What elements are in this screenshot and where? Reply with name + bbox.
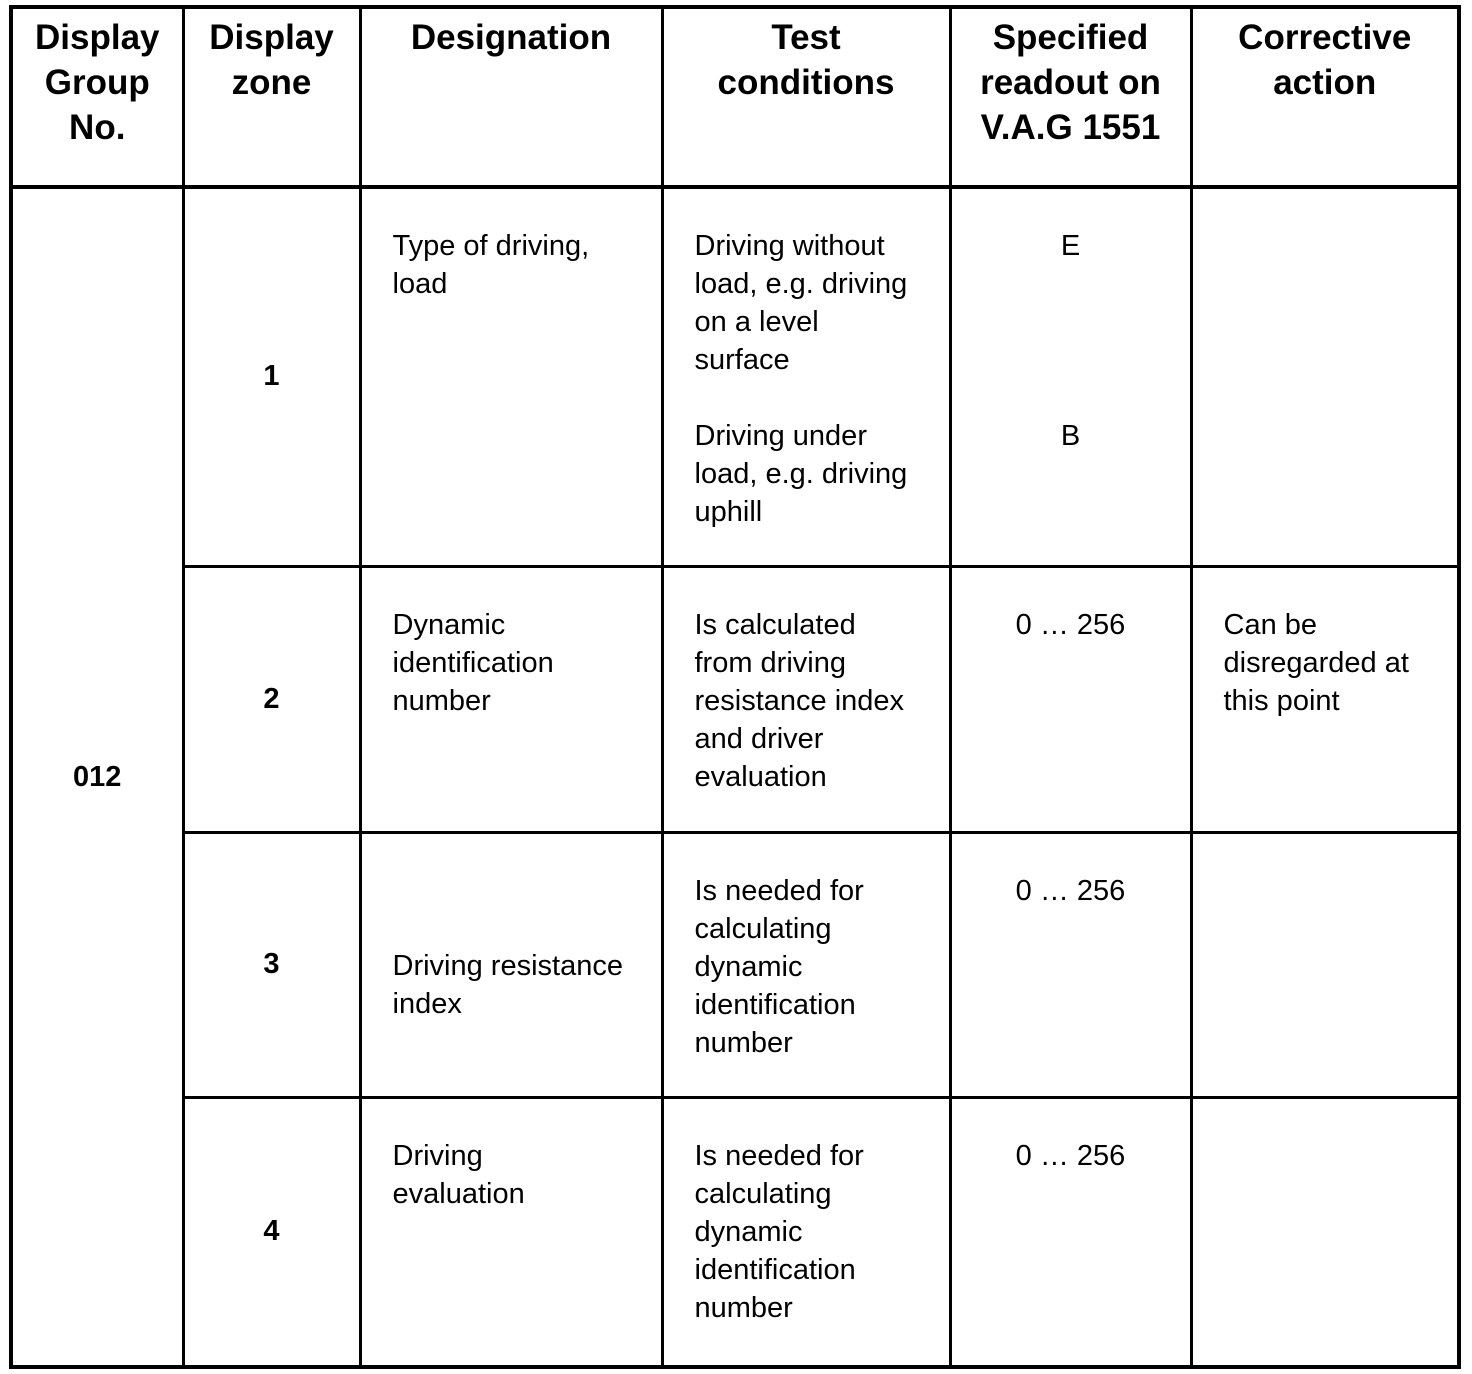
designation-cell: Type of driving, load — [360, 187, 662, 566]
measured-value-table — [9, 5, 1461, 1369]
display-group-number: 012 — [11, 187, 183, 1367]
test-conditions-cell: Is needed for calculating dynamic identification number — [662, 1097, 950, 1367]
header-test-conditions: Test conditions — [662, 7, 950, 187]
designation-cell: Dynamic identification number — [360, 566, 662, 832]
condition-without-load: Driving without load, e.g. driving on a level surface — [694, 230, 908, 376]
table-row — [11, 1097, 1459, 1367]
display-zone: 3 — [183, 832, 360, 1097]
test-conditions-cell — [662, 187, 950, 566]
condition-under-load: Driving under load, e.g. driving uphill — [694, 420, 908, 528]
readout-cell: 0 … 256 — [950, 1097, 1191, 1367]
table-row — [11, 566, 1459, 832]
readout-cell: 0 … 256 — [950, 566, 1191, 832]
readout-cell: 0 … 256 — [950, 832, 1191, 1097]
designation-cell: Driving evaluation — [360, 1097, 662, 1367]
display-zone: 4 — [183, 1097, 360, 1367]
header-display-group-no: Display Group No. — [11, 7, 183, 187]
header-row — [11, 7, 1459, 187]
table-row — [11, 832, 1459, 1097]
corrective-action-cell: Can be disregarded at this point — [1191, 566, 1459, 832]
header-designation: Designation — [360, 7, 662, 187]
corrective-action-cell — [1191, 1097, 1459, 1367]
display-zone: 1 — [183, 187, 360, 566]
designation-cell: Driving resistance index — [360, 832, 662, 1097]
header-specified-readout: Specified readout on V.A.G 1551 — [950, 7, 1191, 187]
header-corrective-action: Corrective action — [1191, 7, 1459, 187]
table-row — [11, 187, 1459, 566]
header-display-zone: Display zone — [183, 7, 360, 187]
readout-cell: E B — [950, 187, 1191, 566]
corrective-action-cell — [1191, 187, 1459, 566]
test-conditions-cell: Is calculated from driving resistance index and driver evaluation — [662, 566, 950, 832]
test-conditions-cell: Is needed for calculating dynamic identification number — [662, 832, 950, 1097]
corrective-action-cell — [1191, 832, 1459, 1097]
display-zone: 2 — [183, 566, 360, 832]
